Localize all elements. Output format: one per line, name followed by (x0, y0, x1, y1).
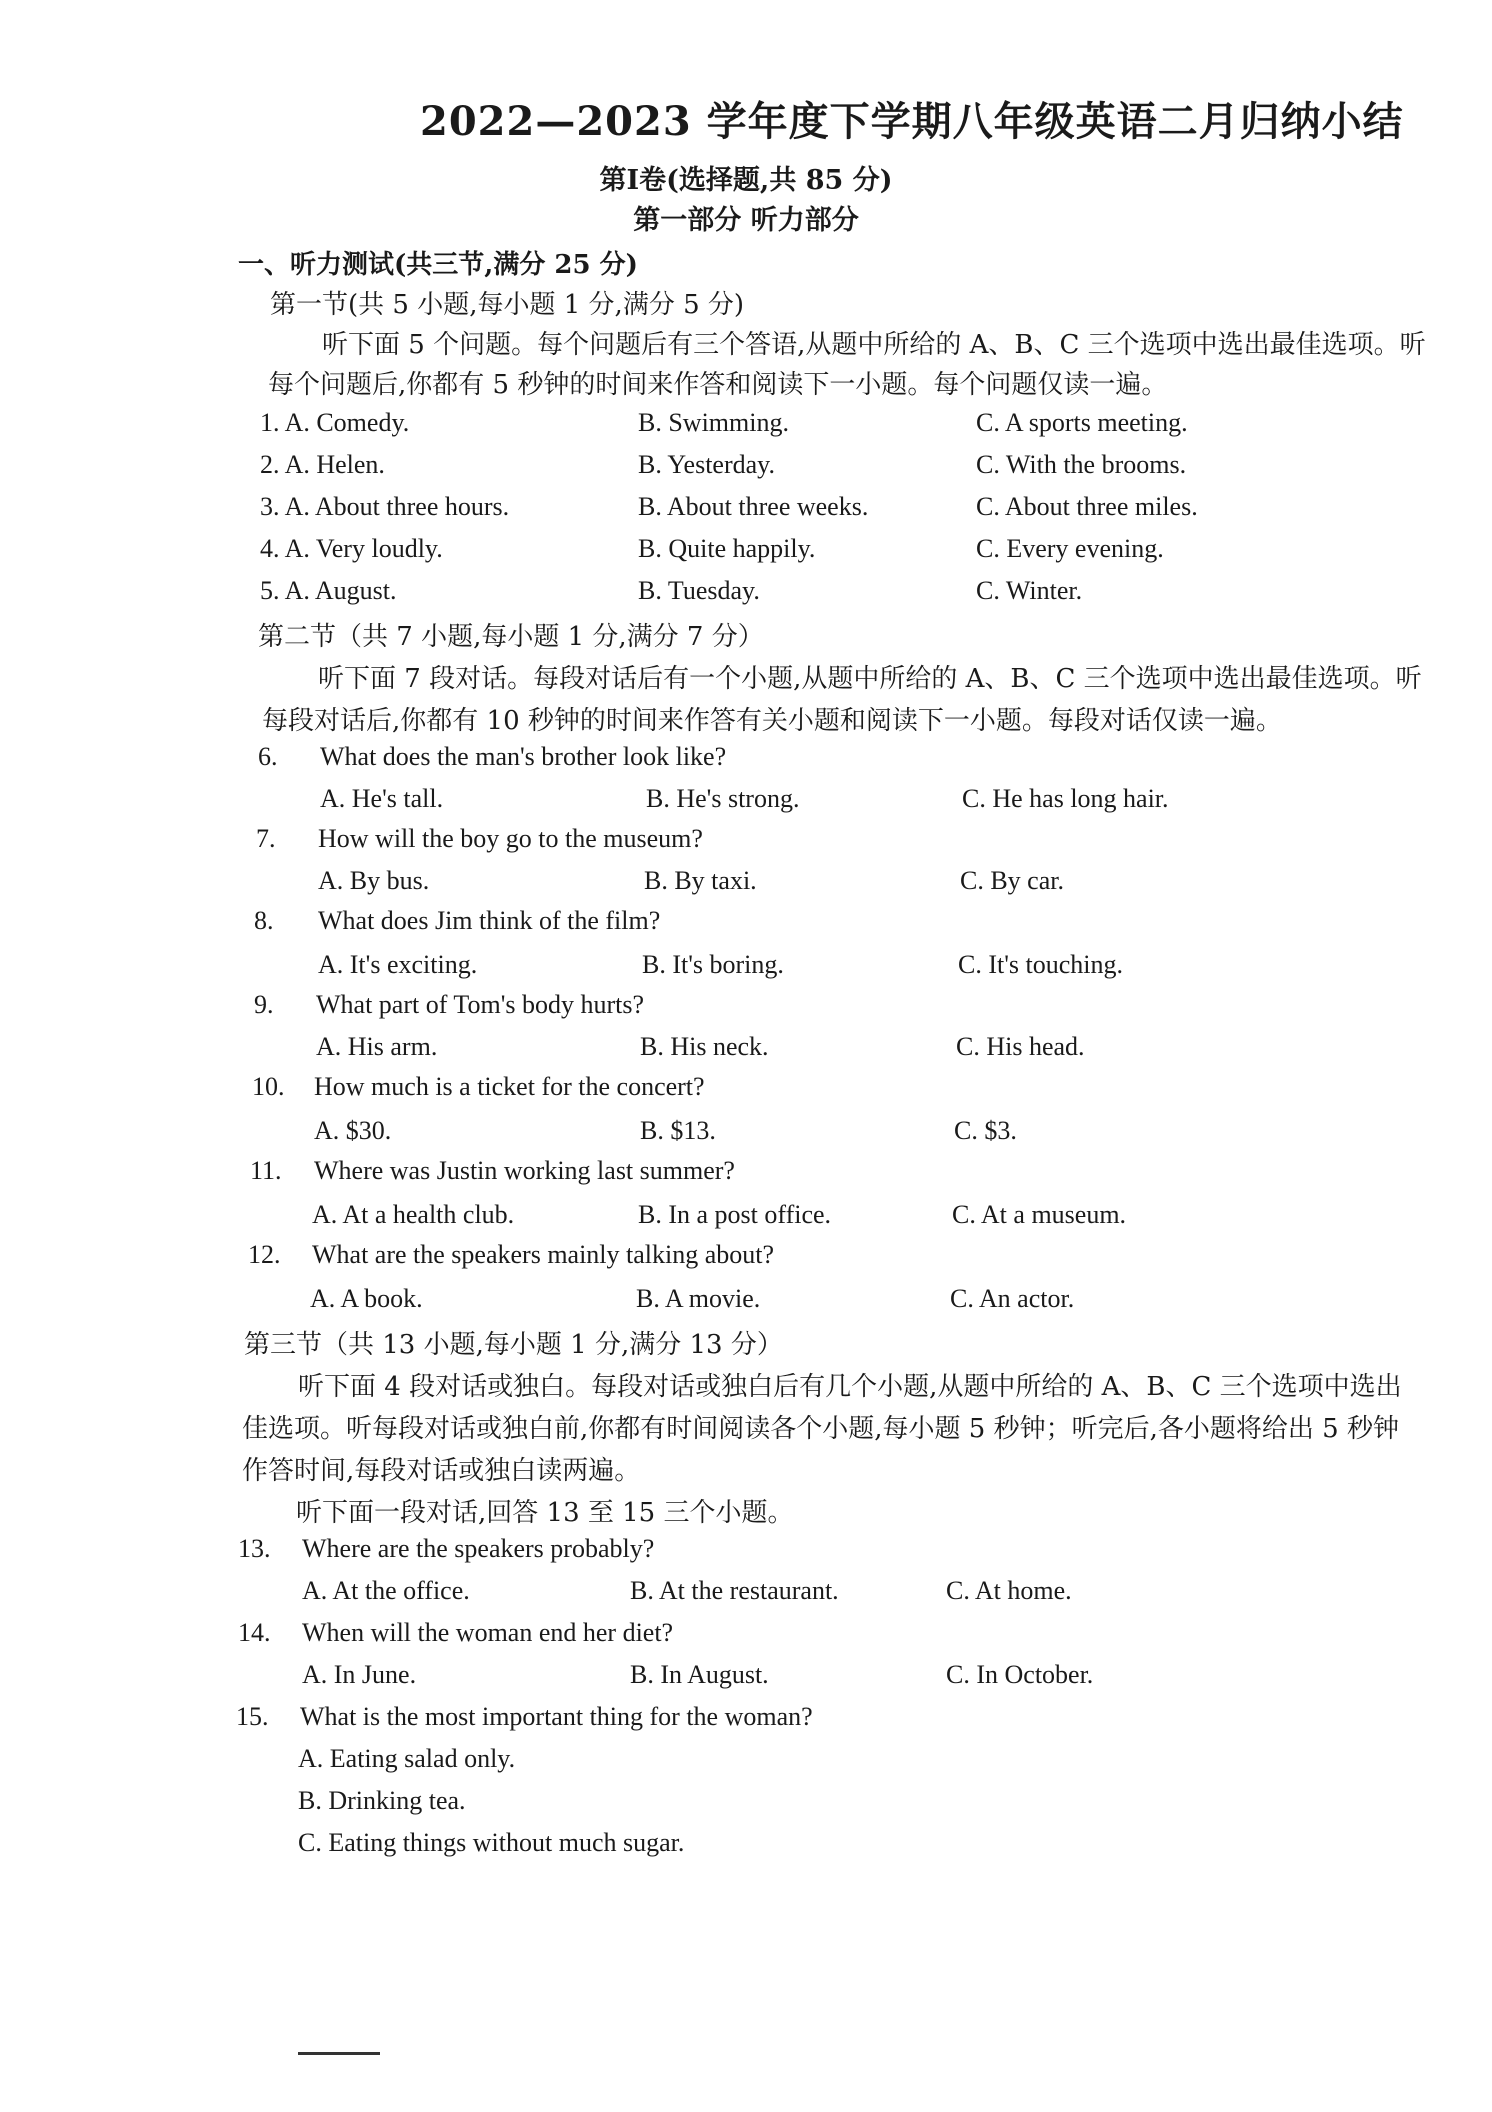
question-text: What part of Tom's body hurts? (316, 990, 645, 1019)
option-b: B. A movie. (636, 1284, 761, 1313)
option-c: C. With the brooms. (976, 450, 1187, 479)
option-b: B. About three weeks. (638, 492, 869, 521)
section3-sub: 第三节（共 13 小题,每小题 1 分,满分 13 分） (244, 1330, 783, 1360)
question-text: When will the woman end her diet? (302, 1618, 674, 1647)
option-c: C. An actor. (950, 1284, 1075, 1313)
question-number: 11. (250, 1156, 282, 1185)
volume-heading: 第Ⅰ卷(选择题,共 85 分) (599, 165, 893, 196)
part-heading: 第一部分 听力部分 (633, 205, 859, 236)
option-a: 3. A. About three hours. (260, 492, 510, 521)
section3-instruction-4: 听下面一段对话,回答 13 至 15 三个小题。 (296, 1498, 794, 1528)
question-text: What does Jim think of the film? (318, 906, 661, 935)
section2-instruction-2: 每段对话后,你都有 10 秒钟的时间来作答有关小题和阅读下一小题。每段对话仅读一遍。 (262, 706, 1282, 736)
option-c: C. About three miles. (976, 492, 1198, 521)
option-b: B. Drinking tea. (298, 1786, 466, 1815)
option-b: B. It's boring. (642, 950, 784, 979)
section1-instruction-1: 听下面 5 个问题。每个问题后有三个答语,从题中所给的 A、B、C 三个选项中选出最佳选项。听 (322, 330, 1426, 360)
option-a: A. By bus. (318, 866, 430, 895)
question-number: 15. (236, 1702, 269, 1731)
question-text: What is the most important thing for the woman? (300, 1702, 813, 1731)
option-b: B. His neck. (640, 1032, 769, 1061)
section2-sub: 第二节（共 7 小题,每小题 1 分,满分 7 分） (258, 622, 764, 652)
option-a: A. $30. (314, 1116, 392, 1145)
option-a: 2. A. Helen. (260, 450, 385, 479)
option-a: 1. A. Comedy. (260, 408, 410, 437)
option-b: B. By taxi. (644, 866, 757, 895)
option-a: A. He's tall. (320, 784, 444, 813)
option-a: A. At the office. (302, 1576, 470, 1605)
option-b: B. At the restaurant. (630, 1576, 839, 1605)
question-number: 8. (254, 906, 274, 935)
option-c: C. By car. (960, 866, 1064, 895)
question-number: 10. (252, 1072, 285, 1101)
option-a: 5. A. August. (260, 576, 397, 605)
option-c: C. $3. (954, 1116, 1017, 1145)
section1-heading: 一、听力测试(共三节,满分 25 分) (238, 250, 638, 280)
section3-instruction-2: 佳选项。听每段对话或独白前,你都有时间阅读各个小题,每小题 5 秒钟；听完后,各小题将给出 5 秒钟 (242, 1414, 1399, 1444)
section1-instruction-2: 每个问题后,你都有 5 秒钟的时间来作答和阅读下一小题。每个问题仅读一遍。 (268, 370, 1168, 400)
option-b: B. Yesterday. (638, 450, 775, 479)
question-number: 13. (238, 1534, 271, 1563)
option-b: B. He's strong. (646, 784, 800, 813)
question-text: What does the man's brother look like? (320, 742, 727, 771)
option-b: B. Quite happily. (638, 534, 816, 563)
option-a: A. It's exciting. (318, 950, 478, 979)
option-c: C. It's touching. (958, 950, 1124, 979)
option-c: C. A sports meeting. (976, 408, 1188, 437)
section3-instruction-1: 听下面 4 段对话或独白。每段对话或独白后有几个小题,从题中所给的 A、B、C 三个选项中选出 (298, 1372, 1402, 1402)
question-text: Where was Justin working last summer? (314, 1156, 735, 1185)
exam-title: 2022—2023 学年度下学期八年级英语二月归纳小结 (420, 98, 1404, 145)
option-c: C. At a museum. (952, 1200, 1127, 1229)
question-number: 9. (254, 990, 274, 1019)
question-text: Where are the speakers probably? (302, 1534, 655, 1563)
question-text: How will the boy go to the museum? (318, 824, 703, 853)
option-a: A. Eating salad only. (298, 1744, 516, 1773)
question-number: 7. (256, 824, 276, 853)
option-b: B. Tuesday. (638, 576, 760, 605)
option-a: A. His arm. (316, 1032, 438, 1061)
option-a: A. At a health club. (312, 1200, 515, 1229)
option-b: B. In a post office. (638, 1200, 832, 1229)
option-c: C. Every evening. (976, 534, 1164, 563)
question-number: 6. (258, 742, 278, 771)
option-c: C. He has long hair. (962, 784, 1169, 813)
question-text: How much is a ticket for the concert? (314, 1072, 705, 1101)
section2-instruction-1: 听下面 7 段对话。每段对话后有一个小题,从题中所给的 A、B、C 三个选项中选出最佳选项。听 (318, 664, 1422, 694)
option-a: A. In June. (302, 1660, 417, 1689)
option-b: B. $13. (640, 1116, 716, 1145)
option-b: B. In August. (630, 1660, 769, 1689)
option-b: B. Swimming. (638, 408, 789, 437)
question-text: What are the speakers mainly talking about? (312, 1240, 775, 1269)
option-c: C. Winter. (976, 576, 1083, 605)
question-number: 12. (248, 1240, 281, 1269)
option-c: C. At home. (946, 1576, 1072, 1605)
option-c: C. In October. (946, 1660, 1094, 1689)
option-a: A. A book. (310, 1284, 423, 1313)
footer-divider (298, 2052, 380, 2055)
section1-sub: 第一节(共 5 小题,每小题 1 分,满分 5 分) (270, 290, 745, 320)
section3-instruction-3: 作答时间,每段对话或独白读两遍。 (242, 1456, 641, 1486)
option-a: 4. A. Very loudly. (260, 534, 443, 563)
question-number: 14. (238, 1618, 271, 1647)
option-c: C. Eating things without much sugar. (298, 1828, 685, 1857)
option-c: C. His head. (956, 1032, 1085, 1061)
